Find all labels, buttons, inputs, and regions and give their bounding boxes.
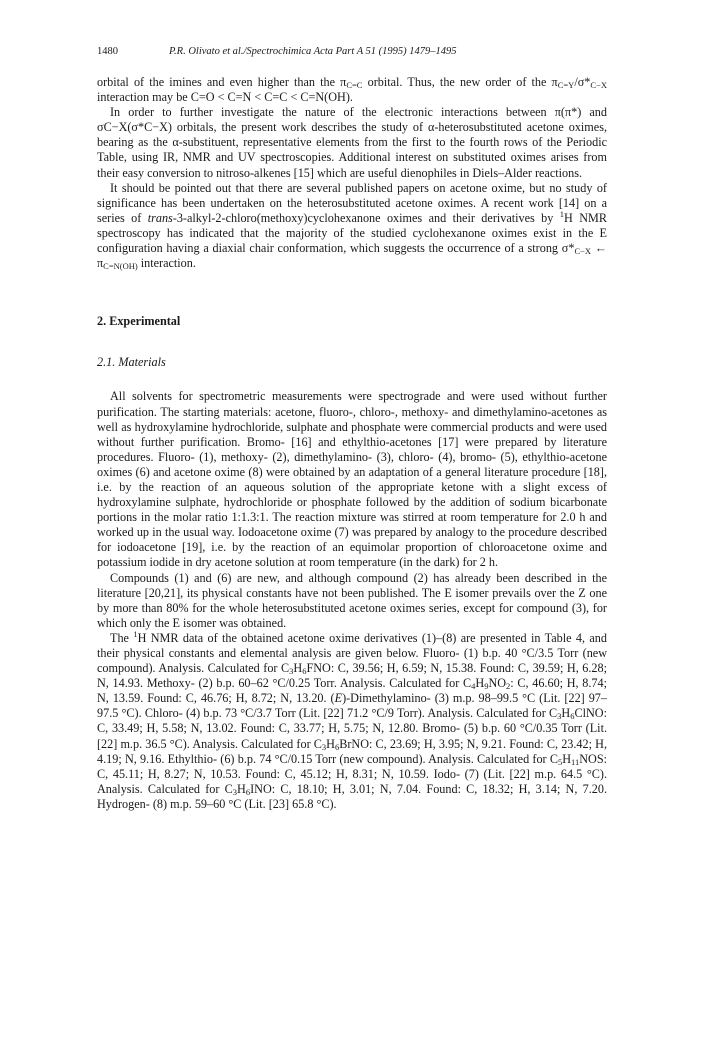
paragraph-materials-3: The $^1$H NMR data of the obtained acetone oxime derivatives (1)–(8) are presented in Table 4, and their physical constants and elemental analysis are given below. Fluoro- (1) b.p. 40 °C/3.5 Torr (new compound). Analysis. Calculated for $C_3H_6FNO$: C, 39.56; H, 6.59; N, 15.38. Found: C, 39.59; H, 6.28; N, 14.93. Methoxy- (2) b.p. 60–62 °C/0.25 Torr. Analysis. Calculated for $C_4H_9NO_2$: C, 46.60; H, 8.74; N, 13.59. Found: C, 46.76; H, 8.72; N, 13.20. (E)-Dimethylamino- (3) m.p. 98–99.5 °C (Lit. [22] 97–97.5 °C). Chloro- (4) b.p. 73 °C/3.7 Torr (Lit. [22] 71.2 °C/9 Torr). Analysis. Calculated for $C_3H_6ClNO$: C, 33.49; H, 5.58; N, 13.02. Found: C, 33.77; H, 5.75; N, 12.80. Bromo- (5) b.p. 60 °C/0.35 Torr (Lit. [22] m.p. 36.5 °C). Analysis. Calculated for $C_3H_6BrNO$: C, 23.69; H, 3.95; N, 9.21. Found: C, 23.42; H, 4.19; N, 9.16. Ethylthio- (6) b.p. 74 °C/0.15 Torr (new compound). Analysis. Calculated for $C_5H_{11}NOS$: C, 45.11; H, 8.27; N, 10.53. Found: C, 45.12; H, 8.31; N, 10.59. Iodo- (7) (Lit. [22] m.p. 64.5 °C). Analysis. Calculated for $C_3H_6INO$: C, 18.10; H, 3.01; N, 7.04. Found: C, 18.32; H, 3.14; N, 7.20. Hydrogen- (8) m.p. 59–60 °C (Lit. [23] 65.8 °C). [97, 628, 608, 811]
subsection-heading-materials: 2.1. Materials [97, 355, 166, 370]
paragraph-intro-continued: orbital of the imines and even higher than the $\pi_{C=C}$ orbital. Thus, the new order of the $\pi_{C=Y}/\sigma*_{C-X}$ interaction may be C=O < C=N < C=C < C=N(OH). [97, 75, 607, 105]
paragraph-intro-3: It should be pointed out that there are several published papers on acetone oxime, but no study of significance has been undertaken on the heterosubstituted acetone oximes. A recent work [14] on a series of trans-3-alkyl-2-chloro(methoxy)cyclohexanone oximes and their derivatives by $^1$H NMR spectroscopy has indicated that the majority of the studied cyclohexanone oximes exist in the E configuration having a diaxial chair conformation, which suggests the occurrence of a strong $\sigma*_{C-X}$ ← $\pi_{C=N(OH)}$ interaction. [97, 180, 608, 272]
paragraph-intro-2: In order to further investigate the nature of the electronic interactions between π(π*) and σC−X(σ*C−X) orbitals, the present work describes the study of α-heterosubstituted acetone oximes, bearing as the α-substituent, representative elements from the first to the fourth rows of the Periodic Table, using IR, NMR and UV spectroscopies. Additional interest on substituted oximes arises from their easy conversion to nitroso-alkenes [15] which are useful dienophiles in Diels–Alder reactions. [97, 105, 607, 180]
article-body [97, 75, 607, 812]
paragraph-materials-2: Compounds (1) and (6) are new, and although compound (2) has already been described in the literature [20,21], its physical constants have not been published. The E isomer prevails over the Z one by more than 80% for the whole heterosubstituted acetone oximes series, except for compound (3), for which only the E isomer was obtained. [97, 570, 607, 630]
page-header [97, 44, 607, 60]
section-heading-experimental: 2. Experimental [97, 314, 181, 329]
running-head: P.R. Olivato et al./Spectrochimica Acta Part A 51 (1995) 1479–1495 [169, 46, 457, 57]
paragraph-materials-1: All solvents for spectrometric measurements were spectrograde and were used without further purification. The starting materials: acetone, fluoro-, chloro-, methoxy- and dimethylamino-acetones as well as hydroxylamine hydrochloride, sulphate and phosphate were commercial products and were used without further purification. Bromo- [16] and ethylthio-acetones [17] were prepared by literature procedures. Fluoro- (1), methoxy- (2), dimethylamino- (3), chloro- (4), bromo- (5), ethylthio-acetone oximes (6) and acetone oxime (8) were obtained by an adaptation of a general literature procedure [18], i.e. by the reaction of an aqueous solution of the appropriate ketone with a slight excess of hydroxylamine sulphate, hydrochloride or phosphate followed by the addition of sodium bicarbonate portions in the molar ratio 1:1.3:1. The reaction mixture was stirred at room temperature for 2.0 h and worked up in the usual way. Iodoacetone oxime (7) was prepared by analogy to the procedure described for iodoacetone [19], i.e. by the reaction of an equimolar proportion of chloroacetone oxime and potassium iodide in dry acetone solution at room temperature (in the dark) for 2 h. [97, 389, 607, 570]
page-number: 1480 [97, 46, 118, 57]
